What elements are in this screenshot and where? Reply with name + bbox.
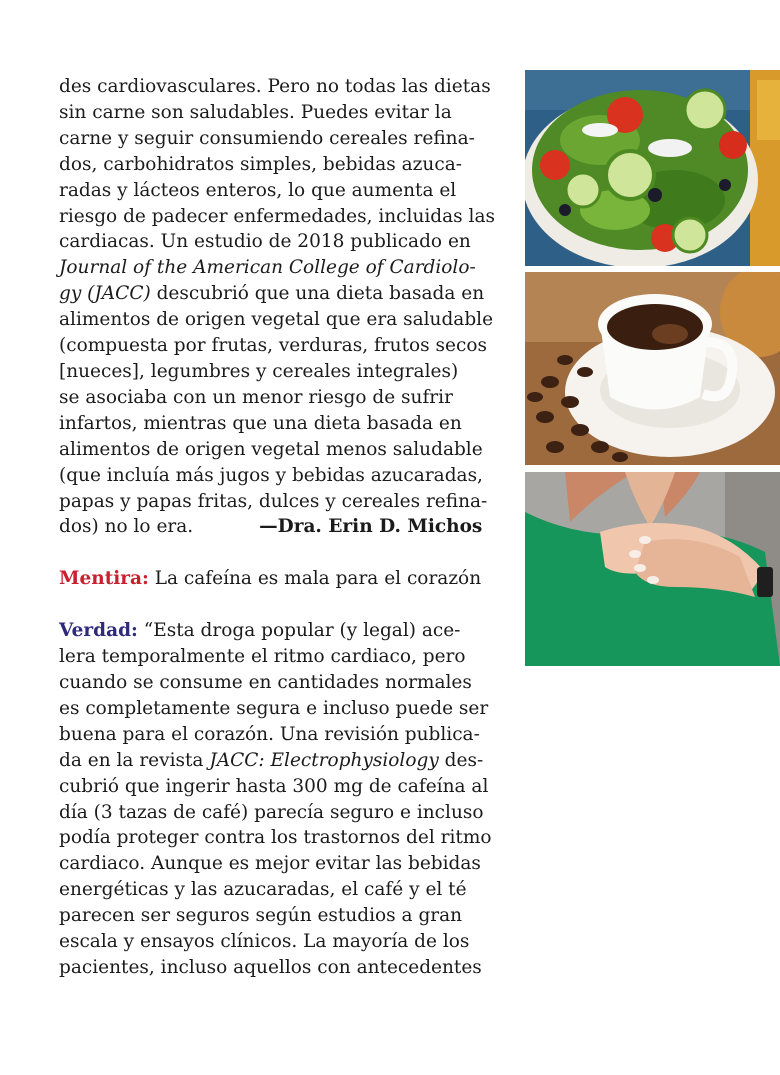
text-line: energéticas y las azucaradas, el café y el té bbox=[59, 879, 467, 901]
myth-label: Mentira: bbox=[59, 568, 149, 590]
text-line: radas y lácteos enteros, lo que aumenta el bbox=[59, 179, 457, 201]
text-line: cuando se consume en cantidades normales bbox=[59, 672, 472, 694]
text-line: se asociaba con un menor riesgo de sufrir bbox=[59, 386, 453, 408]
truth-paragraph bbox=[59, 618, 504, 981]
text-line: sin carne son saludables. Puedes evitar la bbox=[59, 101, 452, 123]
text-line: día (3 tazas de café) parecía seguro e incluso bbox=[59, 801, 484, 823]
author-signature: —Dra. Erin D. Michos bbox=[259, 516, 483, 538]
text-fragment: dos) no lo era. bbox=[59, 516, 194, 538]
text-line: cardiaco. Aunque es mejor evitar las bebidas bbox=[59, 853, 481, 875]
text-line: papas y papas fritas, dulces y cereales refina- bbox=[59, 490, 488, 512]
text-line bbox=[59, 514, 504, 540]
text-line: cubrió que ingerir hasta 300 mg de cafeína al bbox=[59, 775, 489, 797]
paragraph-diet bbox=[59, 74, 504, 540]
text-line: es completamente segura e incluso puede ser bbox=[59, 697, 489, 719]
myth-text: La cafeína es mala para el corazón bbox=[148, 568, 482, 590]
journal-title: Journal of the American College of Cardiolo- bbox=[59, 257, 476, 279]
text-line: des cardiovasculares. Pero no todas las dietas bbox=[59, 76, 491, 97]
text-line: parecen ser seguros según estudios a gran bbox=[59, 905, 463, 927]
chest-photo bbox=[525, 472, 780, 666]
text-line: escala y ensayos clínicos. La mayoría de los bbox=[59, 931, 470, 953]
text-line bbox=[59, 618, 504, 644]
text-line: carne y seguir consumiendo cereales refina- bbox=[59, 127, 475, 149]
text-line: alimentos de origen vegetal menos saludable bbox=[59, 438, 483, 460]
myth-statement bbox=[59, 566, 504, 592]
text-line: buena para el corazón. Una revisión publica- bbox=[59, 723, 480, 745]
text-line: riesgo de padecer enfermedades, incluidas las bbox=[59, 205, 495, 227]
salad-bowl-icon bbox=[525, 70, 780, 266]
truth-label: Verdad: bbox=[59, 620, 138, 642]
text-line bbox=[59, 566, 504, 592]
hands-on-chest-icon bbox=[525, 472, 780, 666]
text-line: podía proteger contra los trastornos del ritmo bbox=[59, 827, 492, 849]
text-line bbox=[59, 255, 504, 281]
text-line: [nueces], legumbres y cereales integrales) bbox=[59, 360, 459, 382]
text-line: (que incluía más jugos y bebidas azucaradas, bbox=[59, 464, 483, 486]
text-fragment: “Esta droga popular (y legal) ace- bbox=[137, 620, 461, 642]
text-line: (compuesta por frutas, verduras, frutos secos bbox=[59, 335, 487, 357]
article-column bbox=[59, 74, 504, 981]
text-fragment: des- bbox=[438, 749, 484, 771]
journal-title: gy (JACC) bbox=[59, 283, 151, 305]
coffee-photo bbox=[525, 272, 780, 465]
text-line bbox=[59, 748, 504, 774]
text-line: infartos, mientras que una dieta basada en bbox=[59, 412, 462, 434]
text-fragment: descubrió que una dieta basada en bbox=[150, 283, 485, 305]
text-line: dos, carbohidratos simples, bebidas azuca- bbox=[59, 153, 462, 175]
text-line: lera temporalmente el ritmo cardiaco, pero bbox=[59, 646, 466, 668]
salad-photo bbox=[525, 70, 780, 266]
text-line: cardiacas. Un estudio de 2018 publicado en bbox=[59, 231, 471, 253]
text-line: alimentos de origen vegetal que era saludable bbox=[59, 309, 494, 331]
text-line bbox=[59, 281, 504, 307]
text-line: pacientes, incluso aquellos con antecedentes bbox=[59, 957, 482, 978]
journal-title: JACC: Electrophysiology bbox=[209, 749, 439, 771]
text-fragment: da en la revista bbox=[59, 749, 210, 771]
coffee-cup-icon bbox=[525, 272, 780, 465]
